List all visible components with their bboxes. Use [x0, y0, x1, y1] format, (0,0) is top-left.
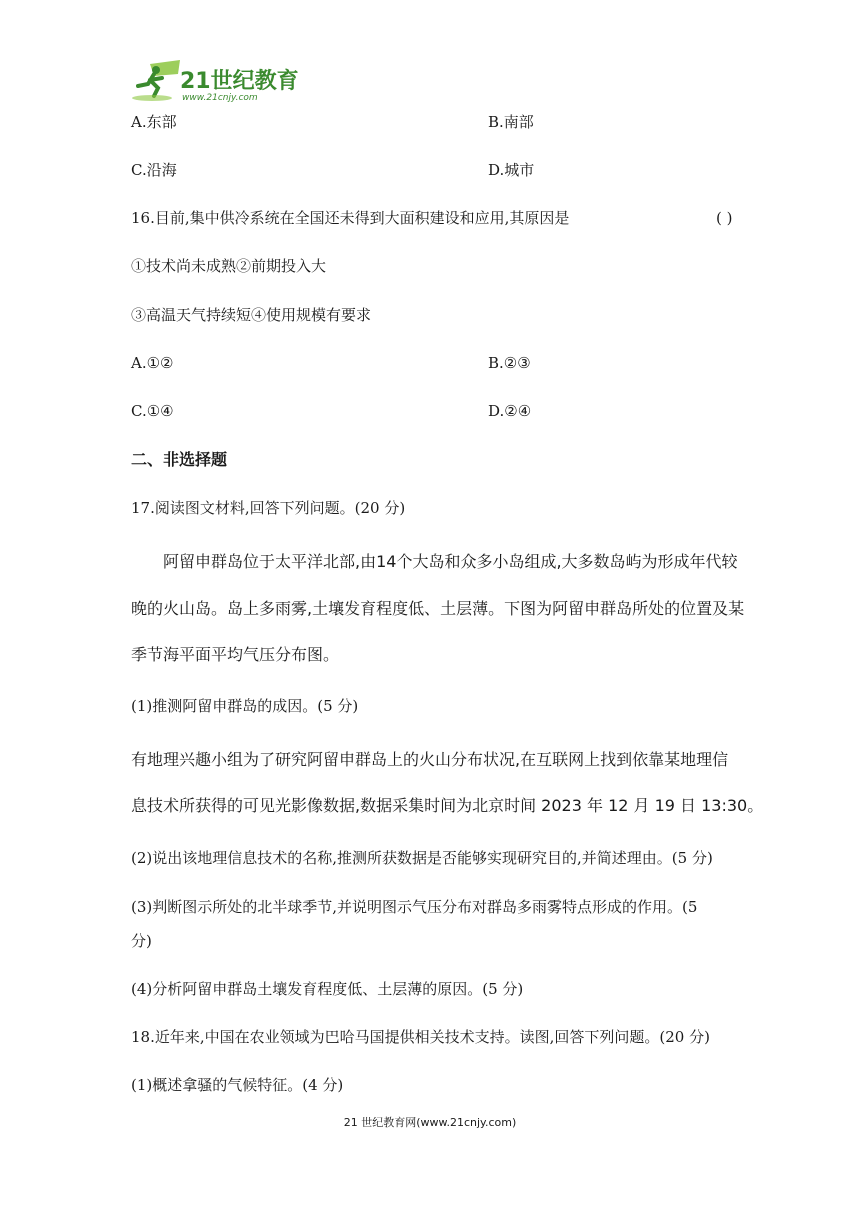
site-logo [128, 58, 308, 104]
q17-stem: 17.阅读图文材料,回答下列问题。(20 分) [131, 499, 406, 517]
q16-option-a: A.①② [131, 354, 174, 372]
page-footer: 21 世纪教育网(www.21cnjy.com) [343, 1116, 517, 1129]
q18-stem: 18.近年来,中国在农业领域为巴哈马国提供相关技术支持。读图,回答下列问题。(20 分) [131, 1028, 710, 1046]
q16-item-1: ①技术尚未成熟②前期投入大 [131, 257, 327, 275]
q17-subquestion-4: (4)分析阿留申群岛土壤发育程度低、土层薄的原因。(5 分) [131, 980, 524, 998]
q18-subquestion-1: (1)概述拿骚的气候特征。(4 分) [131, 1076, 344, 1094]
section-heading: 二、非选择题 [131, 450, 228, 469]
logo-url-text: www.21cnjy.com [182, 93, 258, 103]
q17-material2-line-1: 有地理兴趣小组为了研究阿留申群岛上的火山分布状况,在互联网上找到依靠某地理信 [131, 750, 729, 769]
q17-subquestion-3-line-2: 分) [131, 932, 152, 950]
q15-option-d: D.城市 [488, 161, 535, 179]
q16-option-c: C.①④ [131, 402, 174, 420]
q16-option-d: D.②④ [488, 402, 532, 420]
q16-option-b: B.②③ [488, 354, 531, 372]
q17-subquestion-1: (1)推测阿留申群岛的成因。(5 分) [131, 697, 359, 715]
q17-material-line-1: 阿留申群岛位于太平洋北部,由14个大岛和众多小岛组成,大多数岛屿为形成年代较 [163, 552, 738, 571]
q17-material-line-3: 季节海平面平均气压分布图。 [131, 645, 340, 664]
q16-stem: 16.目前,集中供冷系统在全国还未得到大面积建设和应用,其原因是 [131, 209, 570, 227]
q15-option-c: C.沿海 [131, 161, 177, 179]
q17-subquestion-2: (2)说出该地理信息技术的名称,推测所获数据是否能够实现研究目的,并简述理由。(5 分) [131, 849, 713, 867]
q17-subquestion-3-line-1: (3)判断图示所处的北半球季节,并说明图示气压分布对群岛多雨雾特点形成的作用。(5 [131, 898, 698, 916]
q17-material-line-2: 晚的火山岛。岛上多雨雾,土壤发育程度低、土层薄。下图为阿留申群岛所处的位置及某 [131, 599, 745, 618]
q16-answer-bracket: ( ) [716, 209, 733, 227]
q15-option-a: A.东部 [131, 113, 177, 131]
q17-material2-line-2: 息技术所获得的可见光影像数据,数据采集时间为北京时间 2023 年 12 月 19 日 13:30。 [131, 796, 764, 815]
q15-option-b: B.南部 [488, 113, 534, 131]
running-person-icon [128, 58, 308, 104]
q16-item-2: ③高温天气持续短④使用规模有要求 [131, 306, 372, 324]
logo-brand-text: 21世纪教育 [180, 69, 299, 94]
